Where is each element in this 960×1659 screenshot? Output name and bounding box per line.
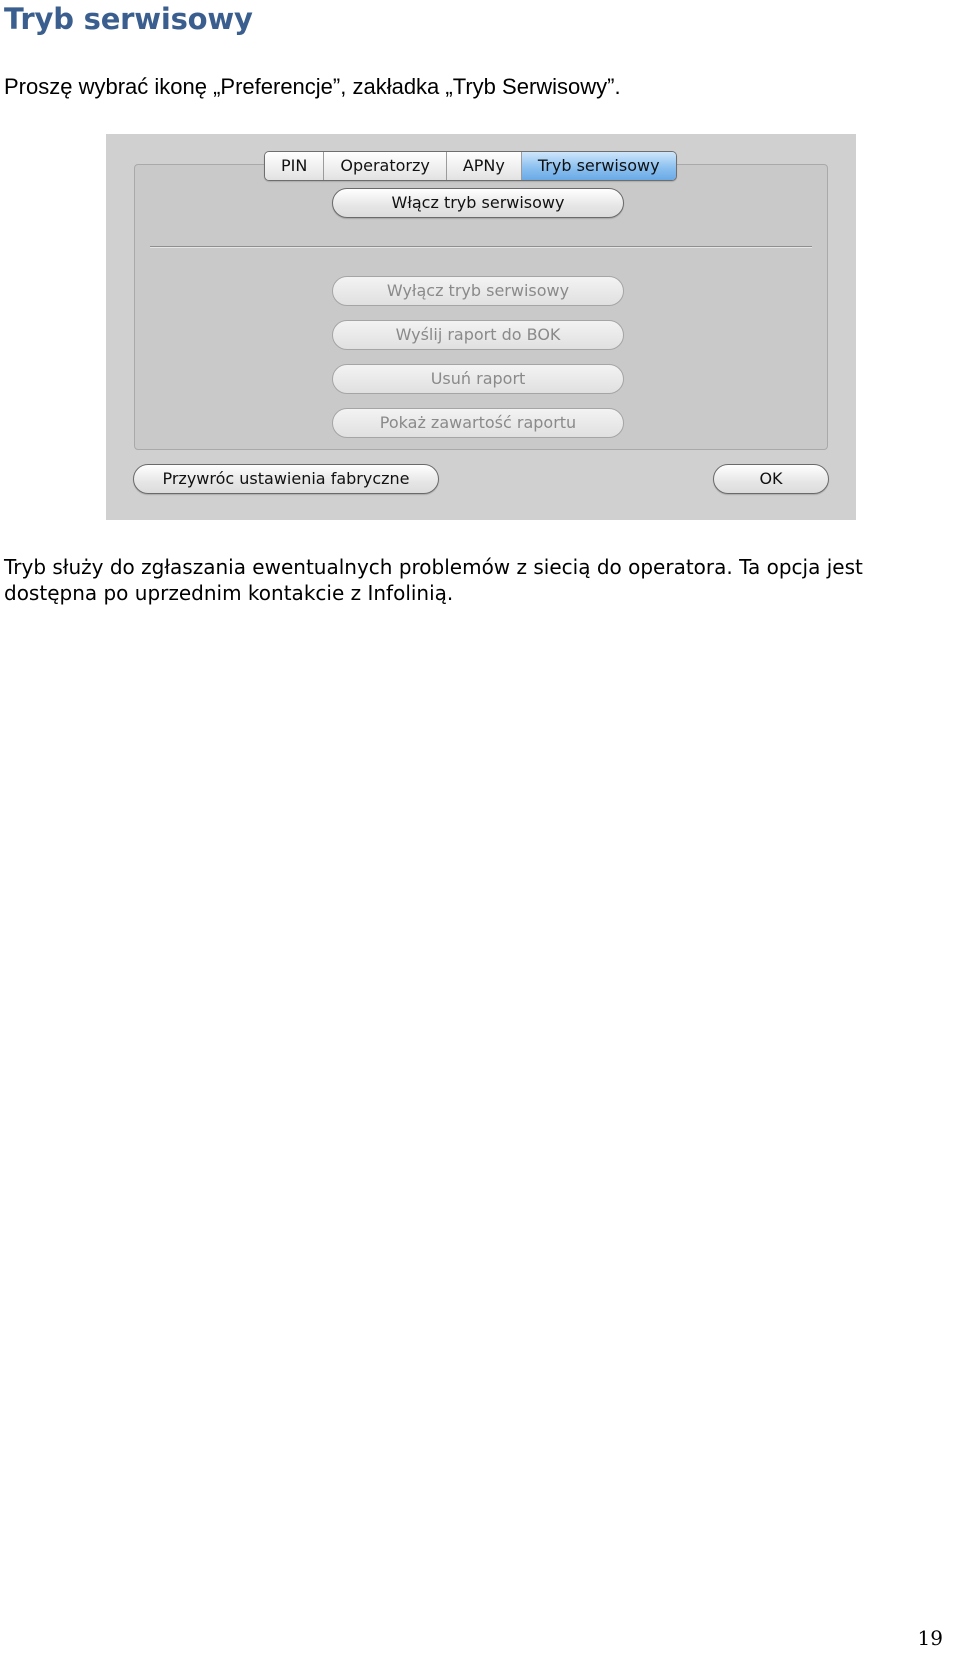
disable-service-mode-button[interactable]: Wyłącz tryb serwisowy (332, 276, 624, 306)
separator-line (150, 246, 812, 248)
send-report-button[interactable]: Wyślij raport do BOK (332, 320, 624, 350)
show-report-button[interactable]: Pokaż zawartość raportu (332, 408, 624, 438)
tab-bar (264, 151, 677, 181)
tab-pin[interactable]: PIN (265, 152, 324, 180)
ok-button[interactable]: OK (713, 464, 829, 494)
page-heading: Tryb serwisowy (4, 2, 253, 36)
tab-operatorzy[interactable]: Operatorzy (324, 152, 446, 180)
delete-report-button[interactable]: Usuń raport (332, 364, 624, 394)
page-number: 19 (917, 1626, 943, 1650)
preferences-dialog-screenshot (106, 134, 856, 520)
tab-apny[interactable]: APNy (447, 152, 522, 180)
body-paragraph: Tryb służy do zgłaszania ewentualnych problemów z siecią do operatora. Ta opcja jest dostępna po uprzednim kontakcie z Infolinią. (4, 555, 863, 605)
intro-text: Proszę wybrać ikonę „Preferencje”, zakładka „Tryb Serwisowy”. (4, 74, 621, 99)
enable-service-mode-button[interactable]: Włącz tryb serwisowy (332, 188, 624, 218)
tab-tryb-serwisowy[interactable]: Tryb serwisowy (522, 152, 676, 180)
factory-reset-button[interactable]: Przywróc ustawienia fabryczne (133, 464, 439, 494)
